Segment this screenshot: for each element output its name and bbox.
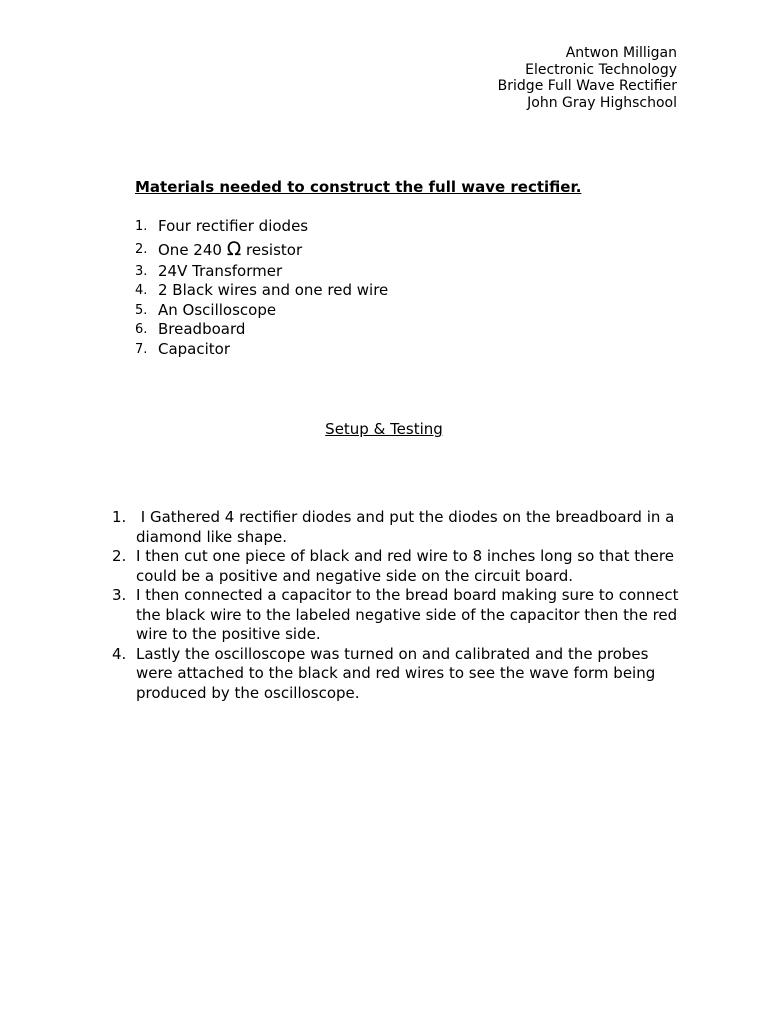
setup-steps-list (112, 508, 682, 703)
document-header (498, 45, 677, 112)
list-item (135, 320, 388, 340)
step-text: I then connected a capacitor to the bread board making sure to connect the black wire to the labeled negative side of the capacitor then the red wire to the positive side. (136, 586, 679, 643)
list-item-text: resistor (241, 240, 303, 259)
list-item (112, 508, 682, 547)
materials-heading: Materials needed to construct the full wave rectifier. (135, 178, 582, 196)
list-item-number: 3. (135, 263, 148, 279)
ohm-symbol: Ω (226, 237, 242, 260)
course-name: Electronic Technology (525, 61, 677, 78)
list-item-number: 2. (135, 241, 148, 257)
list-item-number: 6. (135, 322, 148, 337)
list-item-number: 4. (135, 283, 148, 298)
list-item (135, 340, 388, 360)
list-item (112, 586, 682, 645)
list-item (135, 262, 388, 282)
list-item (135, 217, 388, 237)
list-item-text: An Oscilloscope (158, 300, 277, 319)
list-item-text: 24V Transformer (158, 261, 283, 280)
step-text: I Gathered 4 rectifier diodes and put the diodes on the breadboard in a diamond like shape. (136, 508, 680, 546)
step-number: 1. (112, 508, 127, 526)
list-item-text: Four rectifier diodes (158, 217, 309, 235)
list-item (112, 547, 682, 586)
step-number: 4. (112, 644, 127, 663)
author-name: Antwon Milligan (565, 45, 677, 61)
step-number: 3. (112, 586, 127, 604)
list-item-number: 1. (135, 219, 148, 234)
project-title: Bridge Full Wave Rectifier (497, 78, 677, 95)
list-item-text: 2 Black wires and one red wire (158, 281, 389, 299)
list-item (135, 237, 388, 262)
list-item (135, 281, 388, 301)
list-item-text: Breadboard (158, 320, 246, 338)
school-name: John Gray Highschool (527, 95, 677, 112)
list-item-text: Capacitor (158, 339, 231, 358)
list-item (112, 645, 682, 704)
list-item (135, 301, 388, 321)
list-item-text: One 240 (158, 240, 227, 259)
setup-heading: Setup & Testing (325, 420, 443, 438)
step-text: I then cut one piece of black and red wire to 8 inches long so that there could be a positive and negative side on the circuit board. (136, 547, 674, 585)
materials-list (135, 217, 388, 359)
list-item-number: 7. (135, 341, 148, 357)
step-number: 2. (112, 547, 127, 565)
step-text: Lastly the oscilloscope was turned on and calibrated and the probes were attached to the black and red wires to see the wave form being produced by the oscilloscope. (136, 644, 656, 702)
list-item-number: 5. (135, 302, 148, 318)
